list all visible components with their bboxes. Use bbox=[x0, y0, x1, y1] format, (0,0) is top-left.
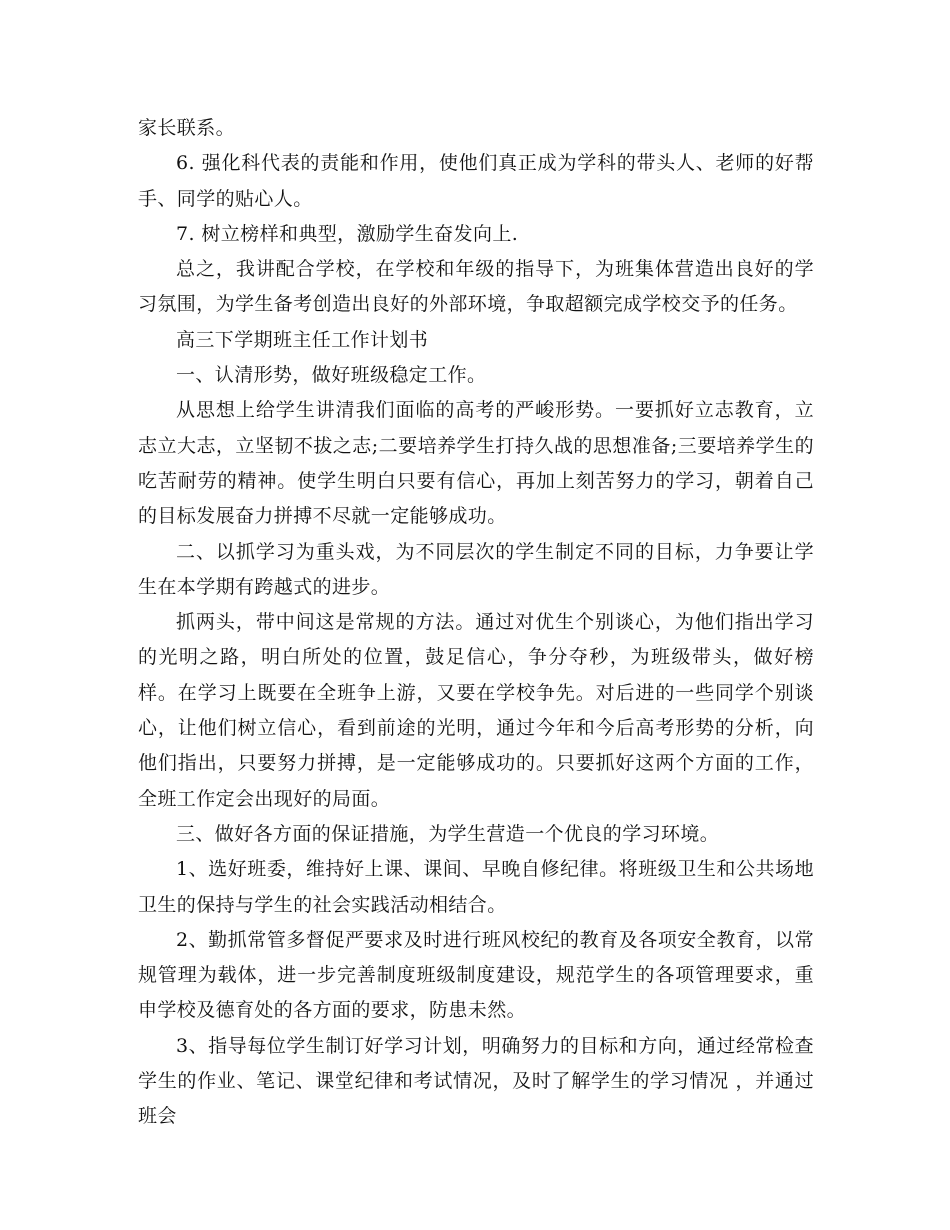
section-title: 高三下学期班主任工作计划书 bbox=[176, 328, 429, 351]
document-body bbox=[138, 111, 814, 1135]
paragraph-3: 7. 树立榜样和典型，激励学生奋发向上. bbox=[176, 222, 519, 245]
paragraph-4: 总之，我讲配合学校，在学校和年级的指导下，为班集体营造出良好的学习氛围，为学生备考创造出良好的外部环境，争取超额完成学校交予的任务。 bbox=[138, 258, 814, 316]
paragraph-1: 家长联系。 bbox=[138, 117, 236, 139]
list-item-1: 1、选好班委，维持好上课、课间、早晚自修纪律。将班级卫生和公共场地卫生的保持与学生的社会实践活动相结合。 bbox=[138, 858, 814, 916]
paragraph-5: 从思想上给学生讲清我们面临的高考的严峻形势。一要抓好立志教育，立志立大志，立坚韧不拔之志;二要培养学生打持久战的思想准备;三要培养学生的吃苦耐劳的精神。使学生明白只要有信心，再加上刻苦努力的学习，朝着自己的目标发展奋力拼搏不尽就一定能够成功。 bbox=[138, 399, 814, 528]
heading-2: 二、以抓学习为重头戏，为不同层次的学生制定不同的目标，力争要让学生在本学期有跨越式的进步。 bbox=[138, 540, 814, 598]
paragraph-2: 6. 强化科代表的责能和作用，使他们真正成为学科的带头人、老师的好帮手、同学的贴心人。 bbox=[138, 152, 814, 210]
heading-1: 一、认清形势，做好班级稳定工作。 bbox=[176, 364, 487, 387]
list-item-3: 3、指导每位学生制订好学习计划，明确努力的目标和方向，通过经常检查学生的作业、笔记、课堂纪律和考试情况，及时了解学生的学习情况 ，并通过班会 bbox=[138, 1034, 814, 1128]
paragraph-6: 抓两头，带中间这是常规的方法。通过对优生个别谈心，为他们指出学习的光明之路，明白所处的位置，鼓足信心，争分夺秒，为班级带头，做好榜样。在学习上既要在全班争上游，又要在学校争先。对后进的一些同学个别谈心，让他们树立信心，看到前途的光明，通过今年和今后高考形势的分析，向他们指出，只要努力拼搏，是一定能够成功的。只要抓好这两个方面的工作，全班工作定会出现好的局面。 bbox=[138, 611, 814, 810]
list-item-2: 2、勤抓常管多督促严要求及时进行班风校纪的教育及各项安全教育，以常规管理为载体，进一步完善制度班级制度建设，规范学生的各项管理要求，重申学校及德育处的各方面的要求，防患未然。 bbox=[138, 928, 814, 1022]
heading-3: 三、做好各方面的保证措施，为学生营造一个优良的学习环境。 bbox=[176, 822, 720, 845]
